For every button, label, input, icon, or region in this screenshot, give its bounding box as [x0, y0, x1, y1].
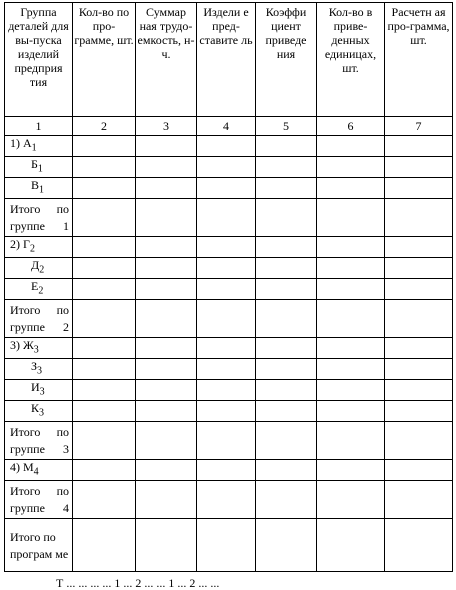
table-cell [385, 422, 453, 460]
table-cell [136, 157, 197, 178]
table-cell [317, 338, 385, 359]
table-cell [256, 199, 317, 237]
table-cell [197, 279, 256, 300]
header-calc-program: Расчетн ая про-грамма, шт. [385, 3, 453, 117]
table-cell [317, 422, 385, 460]
row-label: 3) $Ж_3$ [5, 338, 73, 359]
table-cell [385, 380, 453, 401]
column-number-row [5, 117, 453, 136]
table-cell [197, 460, 256, 481]
header-group: Группа деталей для вы-пуска изделий предприя тия [5, 3, 73, 117]
column-number: 4 [197, 117, 256, 136]
table-row [5, 258, 453, 279]
row-label: Итого по группе 3 [5, 422, 73, 460]
table-row-grand-total [5, 519, 453, 572]
table-cell [256, 359, 317, 380]
table-cell [256, 481, 317, 519]
table-cell [197, 359, 256, 380]
table-cell [136, 422, 197, 460]
table-cell [317, 136, 385, 157]
table-row-total [5, 199, 453, 237]
cut-off-caption: Т ... ... ... ... 1 ... 2 ... ... 1 ... 2 ... ... [56, 576, 220, 590]
table-cell [73, 481, 136, 519]
table-row-total [5, 481, 453, 519]
table-cell [136, 519, 197, 572]
table-cell [197, 401, 256, 422]
table-cell [73, 199, 136, 237]
row-label: 1) $А_1$ [5, 136, 73, 157]
table-cell [73, 300, 136, 338]
table-cell [385, 178, 453, 199]
table-cell [317, 178, 385, 199]
table-cell [317, 481, 385, 519]
table-row [5, 157, 453, 178]
table-cell [317, 401, 385, 422]
table-cell [73, 401, 136, 422]
table-cell [73, 519, 136, 572]
table-row [5, 359, 453, 380]
table-cell [136, 359, 197, 380]
table-cell [197, 519, 256, 572]
table-cell [197, 199, 256, 237]
table-cell [136, 279, 197, 300]
table-cell [385, 338, 453, 359]
table-cell [197, 422, 256, 460]
header-representative: Издели е пред-ставите ль [197, 3, 256, 117]
row-label: Итого по группе 1 [5, 199, 73, 237]
header-quantity: Кол-во по про-грамме, шт. [73, 3, 136, 117]
table-cell [136, 199, 197, 237]
header-coefficient: Коэффи циент приведе ния [256, 3, 317, 117]
row-label: $Е_2$ [5, 279, 73, 300]
table-cell [385, 279, 453, 300]
row-label: $И_3$ [5, 380, 73, 401]
table-cell [256, 258, 317, 279]
table-cell [385, 300, 453, 338]
table-row-total [5, 300, 453, 338]
table-cell [136, 136, 197, 157]
table-cell [136, 300, 197, 338]
table-cell [317, 460, 385, 481]
table-row [5, 401, 453, 422]
table-cell [136, 178, 197, 199]
table-cell [317, 199, 385, 237]
table-cell [197, 178, 256, 199]
table-cell [73, 237, 136, 258]
table-row [5, 136, 453, 157]
table-cell [73, 460, 136, 481]
table-cell [136, 338, 197, 359]
table-cell [317, 300, 385, 338]
header-row [5, 3, 453, 117]
table-cell [73, 258, 136, 279]
row-label: 2) $Г_2$ [5, 237, 73, 258]
table-cell [317, 359, 385, 380]
table-cell [317, 258, 385, 279]
table-cell [136, 481, 197, 519]
table-cell [256, 178, 317, 199]
table-cell [197, 136, 256, 157]
table-cell [197, 338, 256, 359]
header-labor: Суммар ная трудо-емкость, н-ч. [136, 3, 197, 117]
table-cell [256, 136, 317, 157]
table-cell [385, 519, 453, 572]
row-label: 4) $М_4$ [5, 460, 73, 481]
table-cell [73, 359, 136, 380]
column-number: 7 [385, 117, 453, 136]
table-cell [256, 157, 317, 178]
table-cell [256, 300, 317, 338]
header-reduced-quantity: Кол-во в приве-денных единицах, шт. [317, 3, 385, 117]
table-cell [197, 157, 256, 178]
table-cell [256, 519, 317, 572]
table-cell [136, 401, 197, 422]
row-label: Итого по группе 2 [5, 300, 73, 338]
table-cell [197, 237, 256, 258]
row-label: $Б_1$ [5, 157, 73, 178]
row-label: Итого по группе 4 [5, 481, 73, 519]
table-cell [197, 380, 256, 401]
row-label: $Д_2$ [5, 258, 73, 279]
column-number: 2 [73, 117, 136, 136]
table-cell [136, 237, 197, 258]
table-cell [317, 237, 385, 258]
table-cell [385, 136, 453, 157]
table-cell [73, 178, 136, 199]
table-cell [385, 199, 453, 237]
table-cell [385, 460, 453, 481]
table-row [5, 178, 453, 199]
table-row [5, 338, 453, 359]
table-cell [385, 237, 453, 258]
table-row [5, 237, 453, 258]
column-number: 1 [5, 117, 73, 136]
row-label: $З_3$ [5, 359, 73, 380]
table-cell [385, 359, 453, 380]
table-cell [385, 481, 453, 519]
table-cell [317, 157, 385, 178]
table-cell [197, 481, 256, 519]
table-cell [73, 279, 136, 300]
table-cell [385, 401, 453, 422]
table-row [5, 460, 453, 481]
table-cell [136, 460, 197, 481]
table-cell [73, 338, 136, 359]
table-cell [73, 136, 136, 157]
table-cell [197, 258, 256, 279]
table-cell [256, 460, 317, 481]
column-number: 3 [136, 117, 197, 136]
table-cell [73, 422, 136, 460]
table-cell [256, 279, 317, 300]
table-cell [317, 380, 385, 401]
row-label: $К_3$ [5, 401, 73, 422]
column-number: 6 [317, 117, 385, 136]
table-cell [197, 300, 256, 338]
table-cell [385, 258, 453, 279]
table-cell [256, 338, 317, 359]
table-row [5, 380, 453, 401]
program-table [4, 2, 453, 572]
table-cell [136, 258, 197, 279]
table-cell [317, 279, 385, 300]
row-label: $В_1$ [5, 178, 73, 199]
table-cell [136, 380, 197, 401]
table-cell [256, 380, 317, 401]
table-cell [256, 422, 317, 460]
table-row [5, 279, 453, 300]
table-cell [385, 157, 453, 178]
table-row-total [5, 422, 453, 460]
column-number: 5 [256, 117, 317, 136]
row-label: Итого по програм ме [5, 519, 73, 572]
table-cell [256, 237, 317, 258]
table-cell [73, 380, 136, 401]
table-cell [256, 401, 317, 422]
table-cell [73, 157, 136, 178]
table-cell [317, 519, 385, 572]
